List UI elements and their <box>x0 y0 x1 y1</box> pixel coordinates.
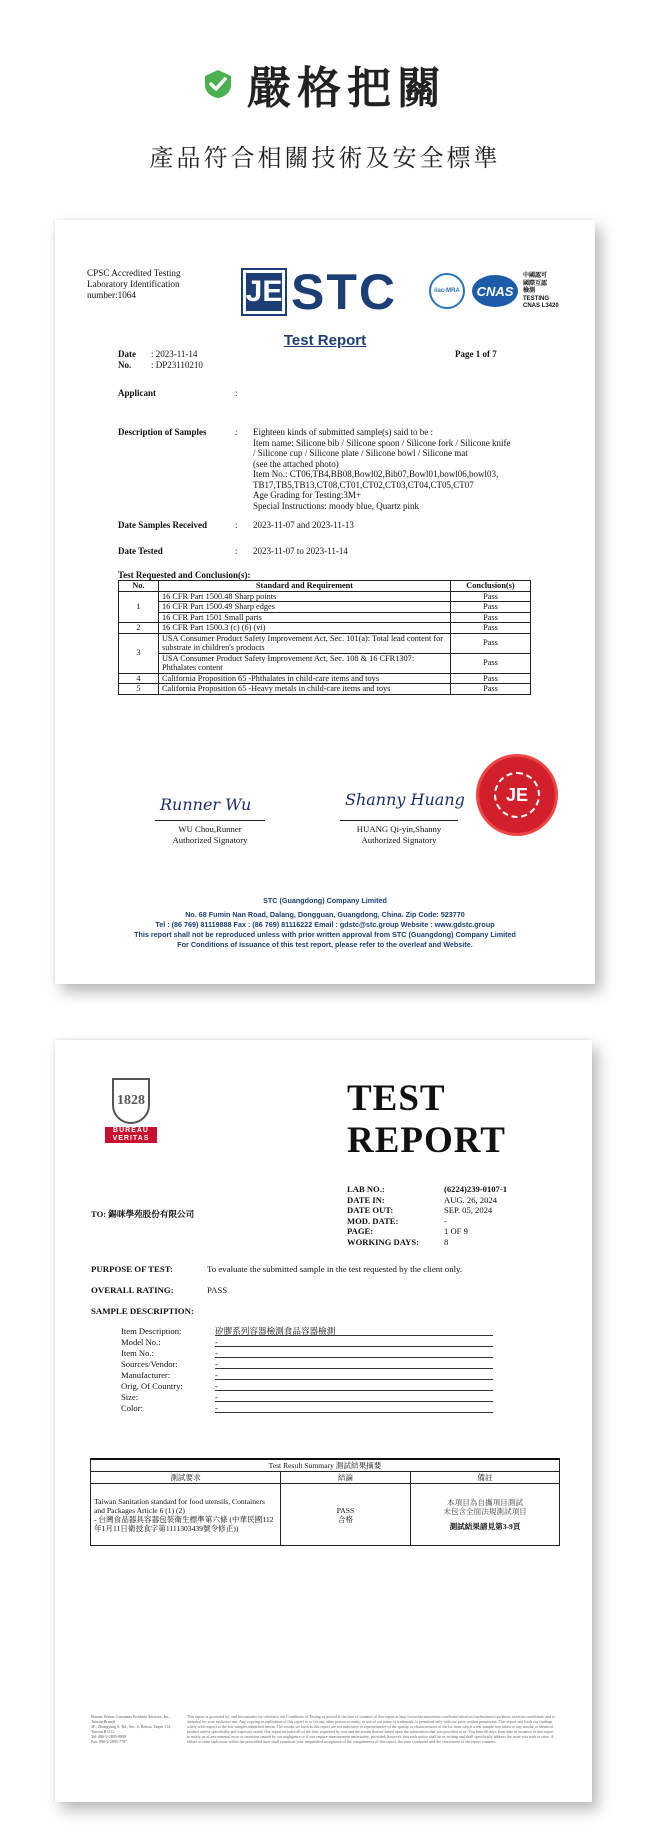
colon: : <box>235 546 238 556</box>
bureau-veritas-logo <box>105 1078 157 1143</box>
lab-label-5: WORKING DAYS: <box>347 1236 420 1247</box>
cnas-logo: CNAS <box>472 275 518 307</box>
signatory-1-name: WU Chou,Runner <box>178 824 242 834</box>
no-label: No. <box>118 360 132 370</box>
lab-label-0: LAB NO.: <box>347 1184 385 1194</box>
row-conclusion: Pass <box>451 602 531 613</box>
rating-label: OVERALL RATING: <box>91 1285 174 1295</box>
sd-value: - <box>215 1403 493 1413</box>
bv-logo-word: BUREAU VERITAS <box>105 1127 157 1143</box>
row-no: 3 <box>119 633 159 673</box>
sd-value: - <box>215 1359 493 1369</box>
check-shield-icon <box>203 69 233 99</box>
table-row <box>119 633 531 653</box>
sd-label: Item No.: <box>121 1348 154 1358</box>
table-row <box>119 653 531 673</box>
table-row <box>119 684 531 695</box>
sd-label: Size: <box>121 1392 139 1402</box>
received-label: Date Samples Received <box>118 520 207 530</box>
description-label: Description of Samples <box>118 427 207 437</box>
sd-label: Model No.: <box>121 1337 161 1347</box>
table-row <box>119 623 531 634</box>
rating-value: PASS <box>207 1285 228 1295</box>
lab-label-3: MOD. DATE: <box>347 1215 399 1226</box>
col-head-requirement: 測試要求 <box>91 1472 281 1484</box>
result-summary-table <box>90 1458 560 1546</box>
row-conclusion: Pass <box>451 653 531 673</box>
sd-label: Orig. Of Country: <box>121 1381 183 1391</box>
date-label: Date <box>118 349 136 359</box>
stc-footer-conditions: For Conditions of Issuance of this test report, please refer to the overleaf and Website. <box>177 940 473 949</box>
hero-subtitle: 產品符合相關技術及安全標準 <box>149 144 501 172</box>
stc-test-report-card <box>55 220 595 984</box>
row-standard: California Proposition 65 -Phthalates in child-care items and toys <box>159 673 451 684</box>
seal-mark: JE <box>494 772 540 818</box>
signatory-2-name: HUANG Qi-yin,Shanny <box>356 824 442 834</box>
lab-value-3: - <box>444 1215 447 1226</box>
table-row <box>119 612 531 623</box>
row-no: 1 <box>119 591 159 623</box>
row-no: 5 <box>119 684 159 695</box>
stc-footer-contact: Tel : (86 769) 81119888 Fax : (86 769) 81116222 Email : gdstc@stc.group Website : www.gdstc.group <box>155 920 495 929</box>
stc-logo-word: STC <box>291 264 397 320</box>
sd-label: Sources/Vendor: <box>121 1359 178 1369</box>
sd-value: - <box>215 1392 493 1402</box>
tested-label: Date Tested <box>118 546 163 556</box>
row-no: 2 <box>119 623 159 634</box>
col-head-remark: 備註 <box>411 1472 560 1484</box>
row-standard: USA Consumer Product Safety Improvement Act, Sec. 101(a): Total lead content for substrate in children's products <box>159 633 451 653</box>
applicant-label: Applicant <box>118 388 157 398</box>
date-value: : 2023-11-14 <box>151 349 198 359</box>
purpose-value: To evaluate the submitted sample in the test requested by the client only. <box>207 1264 463 1274</box>
stc-footer-address: No. 68 Fumin Nan Road, Dalang, Dongguan, Guangdong, China. Zip Code: 523770 <box>185 910 465 919</box>
cnas-caption: 中國認可 國際互認 檢測 TESTING CNAS L3420 <box>523 273 559 309</box>
signatory-1-title: Authorized Signatory <box>172 835 248 845</box>
sd-label: Manufacturer: <box>121 1370 171 1380</box>
row-conclusion: Pass <box>451 623 531 634</box>
tested-value: 2023-11-07 to 2023-11-14 <box>253 546 348 556</box>
bv-footer-terms: This report is governed by, and incorporates by reference, the Conditions of Testing as posted at the date of issuance of this report at http://www.bureauveritas.com/home/about-us/our-business/cps/about-us/terms-conditions/ and is intended for your exclusive use. Any copying or replication of this report to or for any other person or entity, or use of our name or trademark, is permitted only with our prior written permission. This report sets forth our findings solely with respect to the test samples identified herein. The results set forth in this report are not indicative or representative of the quality or characteristics of the lot from which a test sample was taken or any similar or identical product unless specifically and expressly noted. Our report includes all of the tests requested by you and the results thereof based upon the information that you provided to us. You have 60 days from date of issuance of this report to notify us of any material error or omission caused by our negligence or if you require measurement uncertainty; provided, however, that such notice shall be in writing and shall specifically address the issue you wish to raise. A failure to raise such issue within the prescribed time shall constitute your unqualified acceptance of the completeness of this report, the tests conducted and the correctness of the report contents. <box>187 1714 555 1744</box>
table-row <box>119 673 531 684</box>
lab-value-5: 8 <box>444 1236 449 1247</box>
sd-value: - <box>215 1337 493 1347</box>
signature-line <box>340 820 458 821</box>
remark-cell <box>411 1484 560 1546</box>
col-head-conclusion: Conclusion(s) <box>451 581 531 592</box>
no-value: : DP23110210 <box>151 360 203 370</box>
sd-label: Item Description: <box>121 1326 182 1336</box>
received-value: 2023-11-07 and 2023-11-13 <box>253 520 354 530</box>
bv-test-report-card <box>55 1040 592 1802</box>
stc-logo <box>243 264 397 320</box>
stc-footer-notice: This report shall not be reproduced unless with prior written approval from STC (Guangdong) Company Limited <box>134 930 516 939</box>
test-requested-heading: Test Requested and Conclusion(s): <box>118 570 251 580</box>
sd-value: - <box>215 1348 493 1358</box>
row-standard: California Proposition 65 -Heavy metals in child-care items and toys <box>159 684 451 695</box>
row-conclusion: Pass <box>451 684 531 695</box>
bv-footer-address: Bureau Veritas Consumer Products Services, Inc., Taiwan Branch 3F., Zhongyang S. Rd., Sec. 2, Beitou, Taipei 112, Taiwan R.O.C. Tel: 886-2-2895-9898 Fax: 886-2-2895-7787 <box>91 1714 172 1744</box>
lab-label-4: PAGE: <box>347 1226 374 1236</box>
table-row <box>119 591 531 602</box>
lab-value-2: SEP. 05, 2024 <box>444 1205 493 1215</box>
row-no: 4 <box>119 673 159 684</box>
table-row <box>91 1484 560 1546</box>
colon: : <box>235 427 238 437</box>
row-conclusion: Pass <box>451 612 531 623</box>
signature-wu: Runner Wu <box>160 795 252 814</box>
requirement-text: Taiwan Sanitation standard for food utensils, Containers and Packages Article 6 (1) (2) - 台灣食品器具容器包裝衛生標準第六條 (中華民國112年1月11日衛授食字第1111303439號令修正)) <box>91 1484 281 1546</box>
ilac-mra-logo: ilac-MRA <box>429 273 465 309</box>
lab-label-1: DATE IN: <box>347 1194 385 1205</box>
colon: : <box>235 520 238 530</box>
lab-label-2: DATE OUT: <box>347 1205 394 1215</box>
bv-title-line-2: REPORT <box>347 1120 506 1161</box>
hero-heading: 嚴格把關 <box>247 63 447 114</box>
sd-value: 矽膠系列容器檢測食品容器檢測 <box>215 1326 493 1336</box>
lab-value-1: AUG. 26, 2024 <box>444 1194 497 1205</box>
lab-value-0: (6224)239-0107-1 <box>444 1184 508 1194</box>
purpose-label: PURPOSE OF TEST: <box>91 1264 173 1274</box>
description-value: Eighteen kinds of submitted sample(s) said to be : Item name: Silicone bib / Silicone spoon / Silicone fork / Silicone knife / Silicone cup / Silicone plate / Silicone bowl / Silicone mat (see the attached photo) Item No.: CT06,TB4,BB08,Bowl02,Bib07,Bowl01,bowl06,bowl03, TB17,TB5,TB13,CT08,CT01,CT02,CT03,CT04,CT05,CT07 Age Grading for Testing:3M+ Special Instructions: moody blue, Quartz pink <box>253 427 511 511</box>
row-standard: 16 CFR Part 1500.49 Sharp edges <box>159 602 451 613</box>
sd-value: - <box>215 1381 493 1391</box>
bv-title-line-1: TEST <box>347 1078 446 1119</box>
recipient: TO: 錫咪學苑股份有限公司 <box>91 1209 195 1219</box>
col-head-no: No. <box>119 581 159 592</box>
stc-footer-company: STC (Guangdong) Company Limited <box>263 896 387 905</box>
signatory-2-title: Authorized Signatory <box>361 835 437 845</box>
report-title: Test Report <box>283 332 367 349</box>
sd-value: - <box>215 1370 493 1380</box>
sample-description-label: SAMPLE DESCRIPTION: <box>91 1306 194 1316</box>
page-number: Page 1 of 7 <box>455 349 497 359</box>
row-standard: 16 CFR Part 1500.3 (c) (6) (vi) <box>159 623 451 634</box>
signature-line <box>155 820 265 821</box>
lab-value-4: 1 OF 9 <box>444 1226 468 1236</box>
row-conclusion: Pass <box>451 591 531 602</box>
row-standard: 16 CFR Part 1501 Small parts <box>159 612 451 623</box>
col-head-standard: Standard and Requirement <box>159 581 451 592</box>
stc-logo-mark: JE <box>243 270 285 314</box>
signatory-2 <box>331 824 467 846</box>
cpsc-accreditation: CPSC Accredited Testing Laboratory Identification number:1064 <box>87 268 181 300</box>
remark-pages: 測試結果請見第3-9頁 <box>449 1522 521 1531</box>
row-standard: USA Consumer Product Safety Improvement Act, Sec. 108 & 16 CFR1307: Phthalates content <box>159 653 451 673</box>
table-row <box>119 602 531 613</box>
hero-title <box>0 52 650 116</box>
company-seal-stamp <box>479 757 555 833</box>
bv-shield-icon: 1828 <box>112 1078 150 1124</box>
conclusion-table <box>118 580 531 695</box>
col-head-result: 結論 <box>281 1472 411 1484</box>
summary-title: Test Result Summary 測試結果摘要 <box>91 1459 560 1472</box>
signature-huang: Shanny Huang <box>345 790 465 809</box>
sd-label: Color: <box>121 1403 143 1413</box>
row-conclusion: Pass <box>451 673 531 684</box>
remark-note: 本項目為自攜項目測試 未包含全面法規測試項目 <box>443 1498 527 1516</box>
row-conclusion: Pass <box>451 633 531 653</box>
signatory-1 <box>145 824 275 846</box>
result-text: PASS 合格 <box>281 1484 411 1546</box>
colon: : <box>235 388 238 398</box>
row-standard: 16 CFR Part 1500.48 Sharp points <box>159 591 451 602</box>
